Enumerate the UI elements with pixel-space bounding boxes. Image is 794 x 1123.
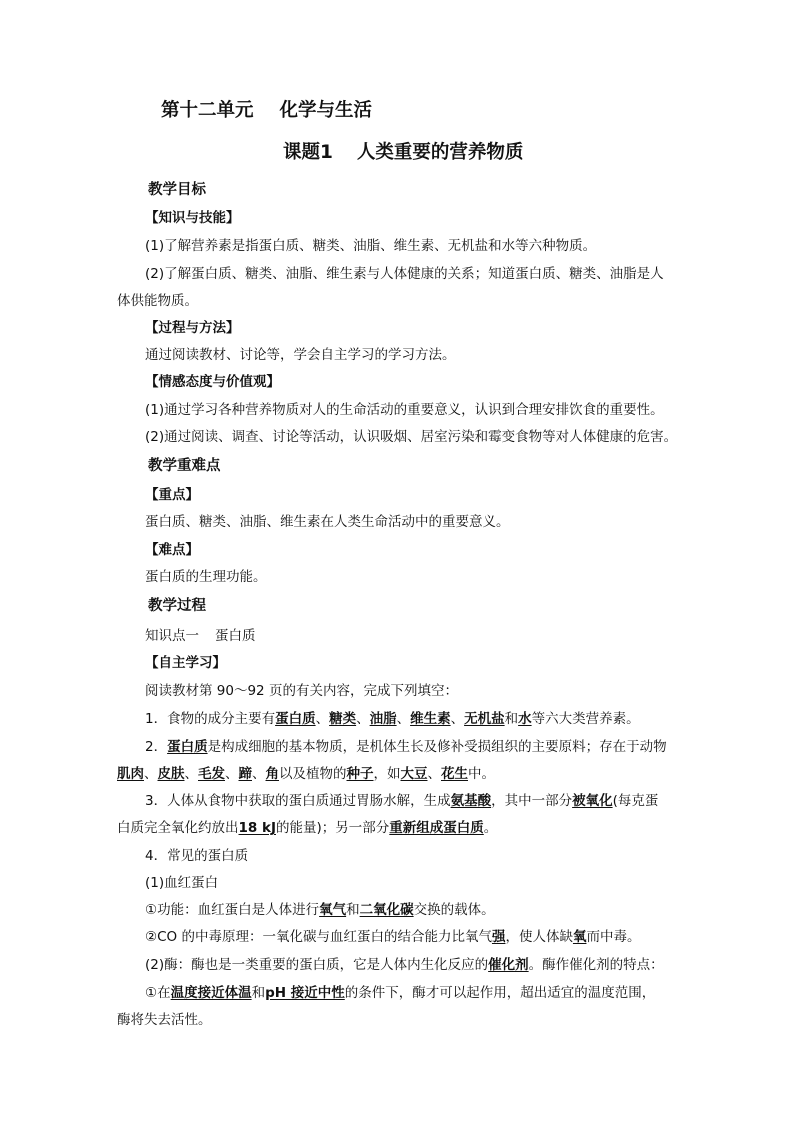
lesson-topic: 人类重要的营养物质 [356, 142, 524, 163]
knowledge-item-2: (2)了解蛋白质、糖类、油脂、维生素与人体健康的关系；知道蛋白质、糖类、油脂是人 [145, 266, 664, 282]
q1-text: 、 [450, 711, 465, 727]
hemo-func-text: 和 [346, 902, 360, 918]
keypoints-heading: 教学重难点 [148, 458, 221, 474]
q1-answer: 油脂 [369, 711, 397, 727]
co-text: ②CO 的中毒原理：一氧化碳与血红蛋白的结合能力比氧气 [145, 929, 492, 945]
process-item-1: 通过阅读教材、讨论等，学会自主学习的学习方法。 [145, 347, 456, 363]
q2-answer: 皮肤 [157, 766, 185, 782]
q2-text: ，如 [373, 766, 401, 782]
q1-text: 等六大类营养素。 [531, 711, 640, 727]
q2-answer: 肌肉 [117, 766, 144, 782]
q2-answer: 蛋白质 [167, 739, 208, 755]
enzyme-text: 。酶作催化剂的特点： [528, 957, 664, 973]
q3-text: 。 [483, 820, 498, 836]
q3-text: ，其中一部分 [491, 793, 573, 809]
enzyme-answer: 催化剂 [488, 957, 529, 973]
question-3 [145, 791, 658, 811]
lesson-label: 课题1 [283, 142, 333, 163]
goals-heading: 教学目标 [148, 182, 206, 198]
knowledge-item-2-cont: 体供能物质。 [117, 293, 198, 309]
enzyme-feature-1-cont: 酶将失去活性。 [117, 1012, 212, 1028]
q1-answer: 糖类 [329, 711, 357, 727]
question-3-cont [117, 818, 497, 838]
q1-answer: 维生素 [410, 711, 451, 727]
q3-text: 白质完全氧化约放出 [117, 820, 239, 836]
q2-answer: 毛发 [198, 766, 225, 782]
difficulty-text: 蛋白质的生理功能。 [145, 569, 267, 585]
co-answer: 强 [491, 929, 506, 945]
q1-answer: 无机盐 [464, 711, 505, 727]
hemo-func-text: 交换的载体。 [413, 902, 495, 918]
co-text: 而中毒。 [586, 929, 641, 945]
enzyme1-answer: pH 接近中性 [265, 985, 345, 1001]
enzyme1-text: ①在 [145, 985, 171, 1001]
hemo-func-answer: 二氧化碳 [359, 902, 414, 918]
q2-answer: 花生 [441, 766, 468, 782]
hemoglobin-function [145, 900, 495, 920]
unit-topic: 化学与生活 [279, 100, 373, 121]
q1-text: 、 [396, 711, 411, 727]
q3-text: (每克蛋 [612, 793, 659, 809]
q1-answer: 蛋白质 [275, 711, 316, 727]
q2-text: 是构成细胞的基本物质，是机体生长及修补受损组织的主要原料；存在于动物 [207, 739, 667, 755]
q1-text: 、 [356, 711, 370, 727]
q2-answer: 大豆 [400, 766, 428, 782]
knowledge-point-1 [145, 626, 256, 646]
unit-title [161, 101, 372, 121]
q3-answer: 氨基酸 [450, 793, 492, 809]
q2-answer: 种子 [346, 766, 374, 782]
q2-text: 中。 [468, 766, 495, 782]
q3-answer: 被氧化 [572, 793, 613, 809]
q3-text: 3．人体从食物中获取的蛋白质通过胃肠水解，生成 [145, 793, 451, 809]
question-4: 4．常见的蛋白质 [145, 848, 249, 864]
q2-text: 、 [427, 766, 441, 782]
enzyme1-text: 的条件下，酶才可以起作用，超出适宜的温度范围， [344, 985, 656, 1001]
self-study-tag: 【自主学习】 [145, 655, 226, 671]
question-2-cont [117, 764, 495, 784]
focus-tag: 【重点】 [145, 487, 199, 503]
q3-answer: 18 kJ [238, 820, 276, 836]
kp1-label: 知识点一 [145, 628, 199, 644]
lesson-title [283, 143, 523, 163]
enzyme1-answer: 温度接近体温 [170, 985, 252, 1001]
co-poisoning [145, 927, 640, 947]
q2-text: 、 [184, 766, 198, 782]
hemo-func-answer: 氧气 [319, 902, 347, 918]
enzyme1-text: 和 [251, 985, 266, 1001]
enzyme-intro [145, 955, 664, 975]
q2-text: 2． [145, 739, 168, 755]
q2-text: 、 [144, 766, 158, 782]
q2-text: 、 [225, 766, 239, 782]
self-study-intro: 阅读教材第 90～92 页的有关内容，完成下列填空： [145, 683, 458, 699]
q2-answer: 角 [265, 766, 279, 782]
enzyme-text: (2)酶：酶也是一类重要的蛋白质，它是人体内生化反应的 [145, 957, 489, 973]
difficulty-tag: 【难点】 [145, 542, 199, 558]
kp1-topic: 蛋白质 [215, 628, 256, 644]
unit-label: 第十二单元 [161, 100, 254, 121]
knowledge-tag: 【知识与技能】 [145, 210, 240, 226]
question-2 [145, 737, 667, 757]
q2-answer: 蹄 [238, 766, 252, 782]
hemo-func-text: ①功能：血红蛋白是人体进行 [145, 902, 320, 918]
focus-text: 蛋白质、糖类、油脂、维生素在人类生命活动中的重要意义。 [145, 514, 510, 530]
q1-text: 和 [504, 711, 519, 727]
q2-text: 、 [252, 766, 266, 782]
q3-answer: 重新组成蛋白质 [389, 820, 484, 836]
emotion-item-1: (1)通过学习各种营养物质对人的生命活动的重要意义，认识到合理安排饮食的重要性。 [145, 402, 664, 418]
q3-text: 的能量)；另一部分 [276, 820, 390, 836]
process-tag: 【过程与方法】 [145, 320, 240, 336]
q1-text: 1．食物的成分主要有 [145, 711, 276, 727]
q2-text: 以及植物的 [279, 766, 347, 782]
co-text: ，使人体缺 [505, 929, 573, 945]
question-1 [145, 709, 640, 729]
q1-text: 、 [315, 711, 330, 727]
process-heading: 教学过程 [148, 598, 206, 614]
q1-answer: 水 [518, 711, 532, 727]
hemoglobin-title: (1)血红蛋白 [145, 875, 219, 891]
emotion-item-2: (2)通过阅读、调查、讨论等活动，认识吸烟、居室污染和霉变食物等对人体健康的危害。 [145, 429, 678, 445]
knowledge-item-1: (1)了解营养素是指蛋白质、糖类、油脂、维生素、无机盐和水等六种物质。 [145, 238, 597, 254]
co-answer: 氧 [572, 929, 587, 945]
emotion-tag: 【情感态度与价值观】 [145, 374, 280, 390]
enzyme-feature-1 [145, 983, 655, 1003]
